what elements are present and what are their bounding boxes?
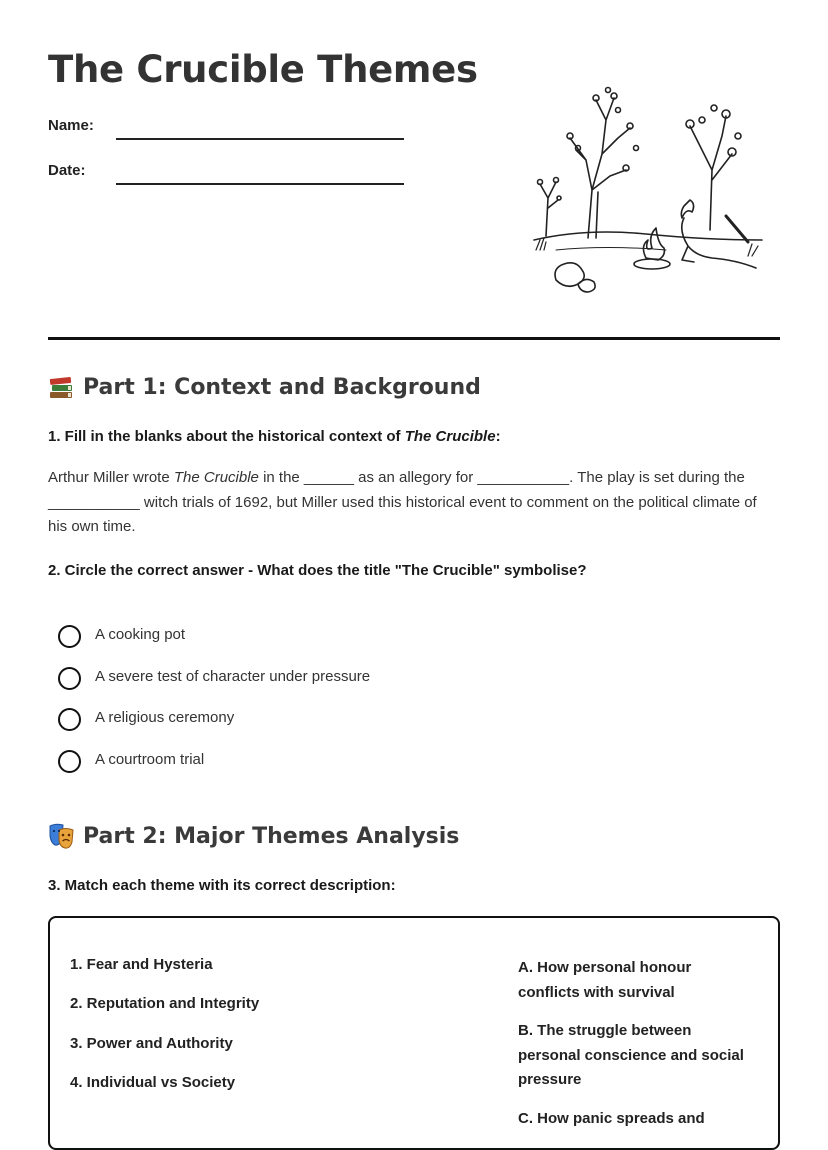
option-4[interactable]: [58, 747, 370, 789]
outback-illustration: [526, 80, 766, 300]
description-item: A. How personal honour conflicts with survival: [518, 959, 692, 1001]
theater-masks-icon: [48, 822, 75, 850]
descriptions-column: [518, 956, 753, 1145]
question-1-text: 1. Fill in the blanks about the historical context of: [48, 428, 405, 445]
themes-column: [70, 956, 259, 1113]
page-title: The Crucible Themes: [48, 48, 478, 91]
option-3[interactable]: [58, 705, 370, 747]
option-label: A cooking pot: [95, 626, 186, 643]
date-field: [48, 162, 86, 179]
context-paragraph: [48, 466, 780, 540]
question-1-colon: :: [495, 428, 501, 445]
matching-box: [48, 916, 780, 1150]
part1-title: Part 1: Context and Background: [83, 374, 481, 400]
option-label: A severe test of character under pressure: [95, 667, 371, 685]
header-divider: [48, 337, 780, 340]
theme-item: 2. Reputation and Integrity: [70, 995, 260, 1013]
part2-heading: [48, 822, 459, 850]
option-circle[interactable]: [58, 625, 81, 648]
description-item: C. How panic spreads and: [518, 1109, 705, 1127]
description-item: B. The struggle between personal conscience and social pressure: [518, 1022, 744, 1088]
option-2[interactable]: [58, 664, 370, 706]
question-3: 3. Match each theme with its correct description:: [48, 877, 396, 894]
question-1: [48, 428, 501, 445]
part2-title: Part 2: Major Themes Analysis: [83, 823, 460, 849]
option-label: A courtroom trial: [95, 750, 205, 768]
option-circle[interactable]: [58, 708, 81, 731]
option-circle[interactable]: [58, 667, 81, 690]
theme-item: 1. Fear and Hysteria: [70, 956, 213, 973]
name-label: Name:: [48, 117, 94, 134]
theme-item: 3. Power and Authority: [70, 1034, 233, 1052]
question-1-title-ref: The Crucible: [404, 428, 496, 445]
paragraph-title-ref: The Crucible: [173, 469, 259, 486]
name-line[interactable]: [116, 138, 404, 140]
answer-options: [58, 622, 370, 788]
paragraph-text-1: Arthur Miller wrote: [48, 469, 174, 486]
part1-heading: [48, 374, 481, 400]
name-field: [48, 117, 94, 134]
option-circle[interactable]: [58, 750, 81, 773]
option-1[interactable]: [58, 622, 370, 664]
question-2: 2. Circle the correct answer - What does the title "The Crucible" symbolise?: [48, 562, 587, 579]
date-line[interactable]: [116, 183, 404, 185]
date-label: Date:: [48, 162, 86, 179]
books-icon: [48, 374, 75, 400]
paragraph-text-2: in the ______ as an allegory for ___________. The play is set during the ___________ witch trials of 1692, but Miller used this historical event to comment on the political climate of his own time.: [48, 469, 757, 535]
theme-item: 4. Individual vs Society: [70, 1073, 236, 1091]
option-label: A religious ceremony: [95, 709, 235, 726]
